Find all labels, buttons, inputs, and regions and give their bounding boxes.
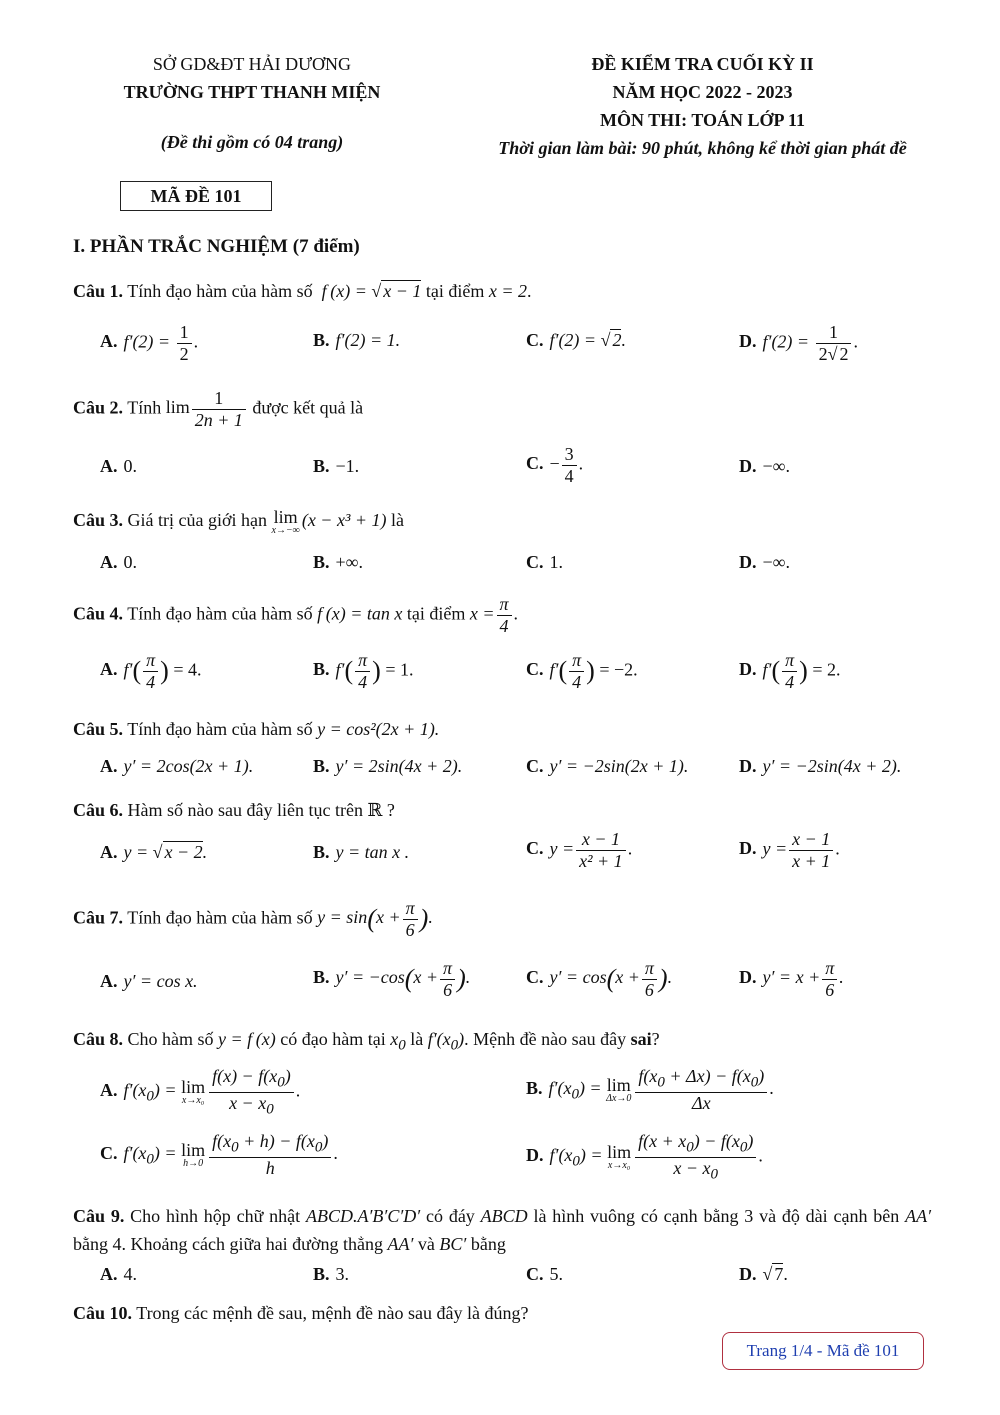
option-a[interactable]: A. y′ = 2cos(2x + 1). <box>100 756 254 776</box>
formula: ABCD.A′B′C′D′ <box>305 1206 421 1226</box>
option-a[interactable]: A. y′ = cos x. <box>100 971 198 991</box>
option-b[interactable]: B. f′(2) = 1. <box>313 330 401 350</box>
option-b[interactable]: B. y′ = −cos(x + $\frac{\pi}{6}$ ). <box>313 958 471 1000</box>
question-text: Cho hàm số <box>127 1029 214 1049</box>
question-label: Câu 7. <box>73 907 124 928</box>
question-text: Tính đạo hàm của hàm số <box>127 907 313 928</box>
formula: $x_0$ <box>390 1029 406 1054</box>
option-a[interactable]: A. 0. <box>100 552 137 572</box>
option-a[interactable]: A. f′(2) = $\frac{1}{2}$ . <box>100 322 199 364</box>
question-text: có đạo hàm tại <box>280 1029 386 1049</box>
exam-code-box: MÃ ĐỀ 101 <box>120 181 272 211</box>
school-header <box>82 50 422 156</box>
option-a[interactable]: A. y = √ x − 2. <box>100 842 208 862</box>
option-d[interactable]: D. f′(2) = $\frac{1}{2√ 2}$ . <box>739 322 858 364</box>
question-text: Tính <box>127 397 162 418</box>
formula: x = <box>469 603 495 624</box>
question-label: Câu 10. <box>73 1303 133 1323</box>
exam-header <box>435 50 970 162</box>
emphasis-text: sai <box>630 1029 652 1049</box>
question-text: có đáy <box>426 1206 475 1226</box>
option-a[interactable]: A. 4. <box>100 1264 137 1284</box>
option-b[interactable]: B. −1. <box>313 456 360 476</box>
school-year: NĂM HỌC 2022 - 2023 <box>612 82 793 102</box>
formula: ℝ <box>367 800 383 820</box>
time-limit: Thời gian làm bài: 90 phút, không kể thời gian phát đề <box>498 138 907 158</box>
question-label: Câu 6. <box>73 800 124 820</box>
question-label: Câu 9. <box>73 1206 125 1226</box>
question-label: Câu 1. <box>73 281 124 301</box>
question-text: Giá trị của giới hạn <box>127 510 267 531</box>
question-10 <box>73 1303 528 1324</box>
option-d[interactable]: D. $f'(x_0)$ = lim x→x₀ $\frac{f(x + x_0) - f(x_0)}{x - x_0}$ . <box>526 1131 763 1183</box>
question-7 <box>73 898 433 940</box>
question-3: Câu 3. Giá trị của giới hạn lim x→−∞ (x − x³ + 1) là <box>73 507 404 536</box>
question-label: Câu 8. <box>73 1029 124 1049</box>
question-6 <box>73 800 395 821</box>
option-c[interactable]: C. $f'(x_0)$ = lim h→0 $\frac{f(x_0 + h) - f(x_0)}{h}$ . <box>100 1131 338 1178</box>
section-title: I. PHẦN TRẮC NGHIỆM (7 điểm) <box>73 236 360 257</box>
formula: y = f (x) <box>218 1029 276 1049</box>
question-text: ? <box>651 1029 660 1049</box>
question-9 <box>73 1202 931 1258</box>
option-c[interactable]: C. f′( $\frac{\pi}{4}$ ) = −2. <box>526 650 638 692</box>
question-1: Câu 1. Tính đạo hàm của hàm số f (x) = √ x − 1 tại điểm x = 2. <box>73 281 532 301</box>
question-text: Cho hình hộp chữ nhật <box>130 1206 301 1226</box>
question-text: . Mệnh đề nào sau đây <box>464 1029 627 1049</box>
question-2 <box>73 388 363 430</box>
question-text: Tính đạo hàm của hàm số <box>127 281 313 301</box>
option-c[interactable]: C. y′ = cos(x + $\frac{\pi}{6}$ ). <box>526 958 673 1000</box>
option-d[interactable]: D. f′( $\frac{\pi}{4}$ ) = 2. <box>739 650 841 692</box>
question-text: là hình vuông có cạnh bằng 3 và độ dài cạnh bên <box>533 1206 900 1226</box>
question-label: Câu 2. <box>73 397 124 418</box>
option-b[interactable]: B. +∞. <box>313 552 363 572</box>
option-d[interactable]: D. y = $\frac{x - 1}{x + 1}$ . <box>739 829 840 871</box>
formula: ABCD <box>480 1206 528 1226</box>
option-b[interactable]: B. y′ = 2sin(4x + 2). <box>313 756 463 776</box>
option-d[interactable]: D. √ 7. <box>739 1264 788 1284</box>
question-text: Tính đạo hàm của hàm số <box>127 603 313 624</box>
question-text: là <box>390 510 404 531</box>
option-a[interactable]: A. 0. <box>100 456 137 476</box>
formula: y = sin(x + $\frac{\pi}{6}$ ). <box>317 898 433 940</box>
page-count-note: (Đề thi gồm có 04 trang) <box>160 132 344 152</box>
question-text: bằng <box>470 1234 506 1254</box>
option-c[interactable]: C. y′ = −2sin(2x + 1). <box>526 756 689 776</box>
question-label: Câu 3. <box>73 510 124 531</box>
question-label: Câu 5. <box>73 719 124 739</box>
formula: $f'(x_0)$ <box>427 1029 465 1054</box>
option-d[interactable]: D. −∞. <box>739 552 790 572</box>
question-text: Hàm số nào sau đây liên tục trên <box>127 800 363 820</box>
option-c[interactable]: C. 1. <box>526 552 563 572</box>
subject: MÔN THI: TOÁN LỚP 11 <box>599 110 806 130</box>
option-d[interactable]: D. y′ = x + $\frac{\pi}{6}$ . <box>739 958 844 1000</box>
question-text: ? <box>386 800 395 820</box>
formula: x = 2 <box>488 281 528 301</box>
formula: f (x) = tan x <box>317 603 403 624</box>
page-footer: Trang 1/4 - Mã đề 101 <box>722 1332 924 1370</box>
option-c[interactable]: C. y = $\frac{x - 1}{\text{x² + 1}}$ . <box>526 829 633 871</box>
question-text: và <box>417 1234 435 1254</box>
question-5 <box>73 719 439 740</box>
option-a[interactable]: A. $f'(x_0)$ = lim x→x₀ $\frac{f(x) - f(x_0)}{x - x_0}$ . <box>100 1066 301 1118</box>
question-text: là <box>410 1029 424 1049</box>
option-d[interactable]: D. −∞. <box>739 456 790 476</box>
option-c[interactable]: C. 5. <box>526 1264 563 1284</box>
question-text: Tính đạo hàm của hàm số <box>127 719 313 739</box>
option-b[interactable]: B. 3. <box>313 1264 350 1284</box>
formula: AA′ <box>387 1234 414 1254</box>
formula: f (x) = √ x − 1 <box>317 281 422 301</box>
option-a[interactable]: A. f′( $\frac{\pi}{4}$ ) = 4. <box>100 650 202 692</box>
question-text: được kết quả là <box>252 397 364 418</box>
question-text: tại điểm <box>406 603 466 624</box>
option-d[interactable]: D. y′ = −2sin(4x + 2). <box>739 756 902 776</box>
school-name: TRƯỜNG THPT THANH MIỆN <box>123 82 381 102</box>
question-4: Câu 4. Tính đạo hàm của hàm số f (x) = tan x tại điểm x = $\frac{\pi}{4}$ . <box>73 594 519 636</box>
formula: BC′ <box>439 1234 467 1254</box>
formula: AA′ <box>905 1206 932 1226</box>
question-text: tại điểm <box>425 281 485 301</box>
option-b[interactable]: B. y = tan x . <box>313 842 410 862</box>
option-b[interactable]: B. $f'(x_0)$ = lim Δx→0 $\frac{f(x_0 + \Delta x) - f(x_0)}{\Delta x}$ . <box>526 1066 774 1113</box>
formula: y = cos²(2x + 1). <box>317 719 440 739</box>
formula: lim x→−∞ <box>271 507 300 536</box>
department-name: SỞ GD&ĐT HẢI DƯƠNG <box>152 54 352 74</box>
question-label: Câu 4. <box>73 603 124 624</box>
option-b[interactable]: B. f′( $\frac{\pi}{4}$ ) = 1. <box>313 650 414 692</box>
question-text: Trong các mệnh đề sau, mệnh đề nào sau đây là đúng? <box>136 1303 529 1323</box>
question-8 <box>73 1029 660 1055</box>
exam-title: ĐỀ KIỂM TRA CUỐI KỲ II <box>591 54 814 74</box>
question-text: bằng 4. Khoảng cách giữa hai đường thẳng <box>73 1234 383 1254</box>
option-c[interactable]: C. − $\frac{3}{4}$ . <box>526 444 584 486</box>
formula: lim $\frac{1}{2n + 1}$ <box>166 397 248 417</box>
option-c[interactable]: C. f′(2) = √ 2. <box>526 330 626 350</box>
